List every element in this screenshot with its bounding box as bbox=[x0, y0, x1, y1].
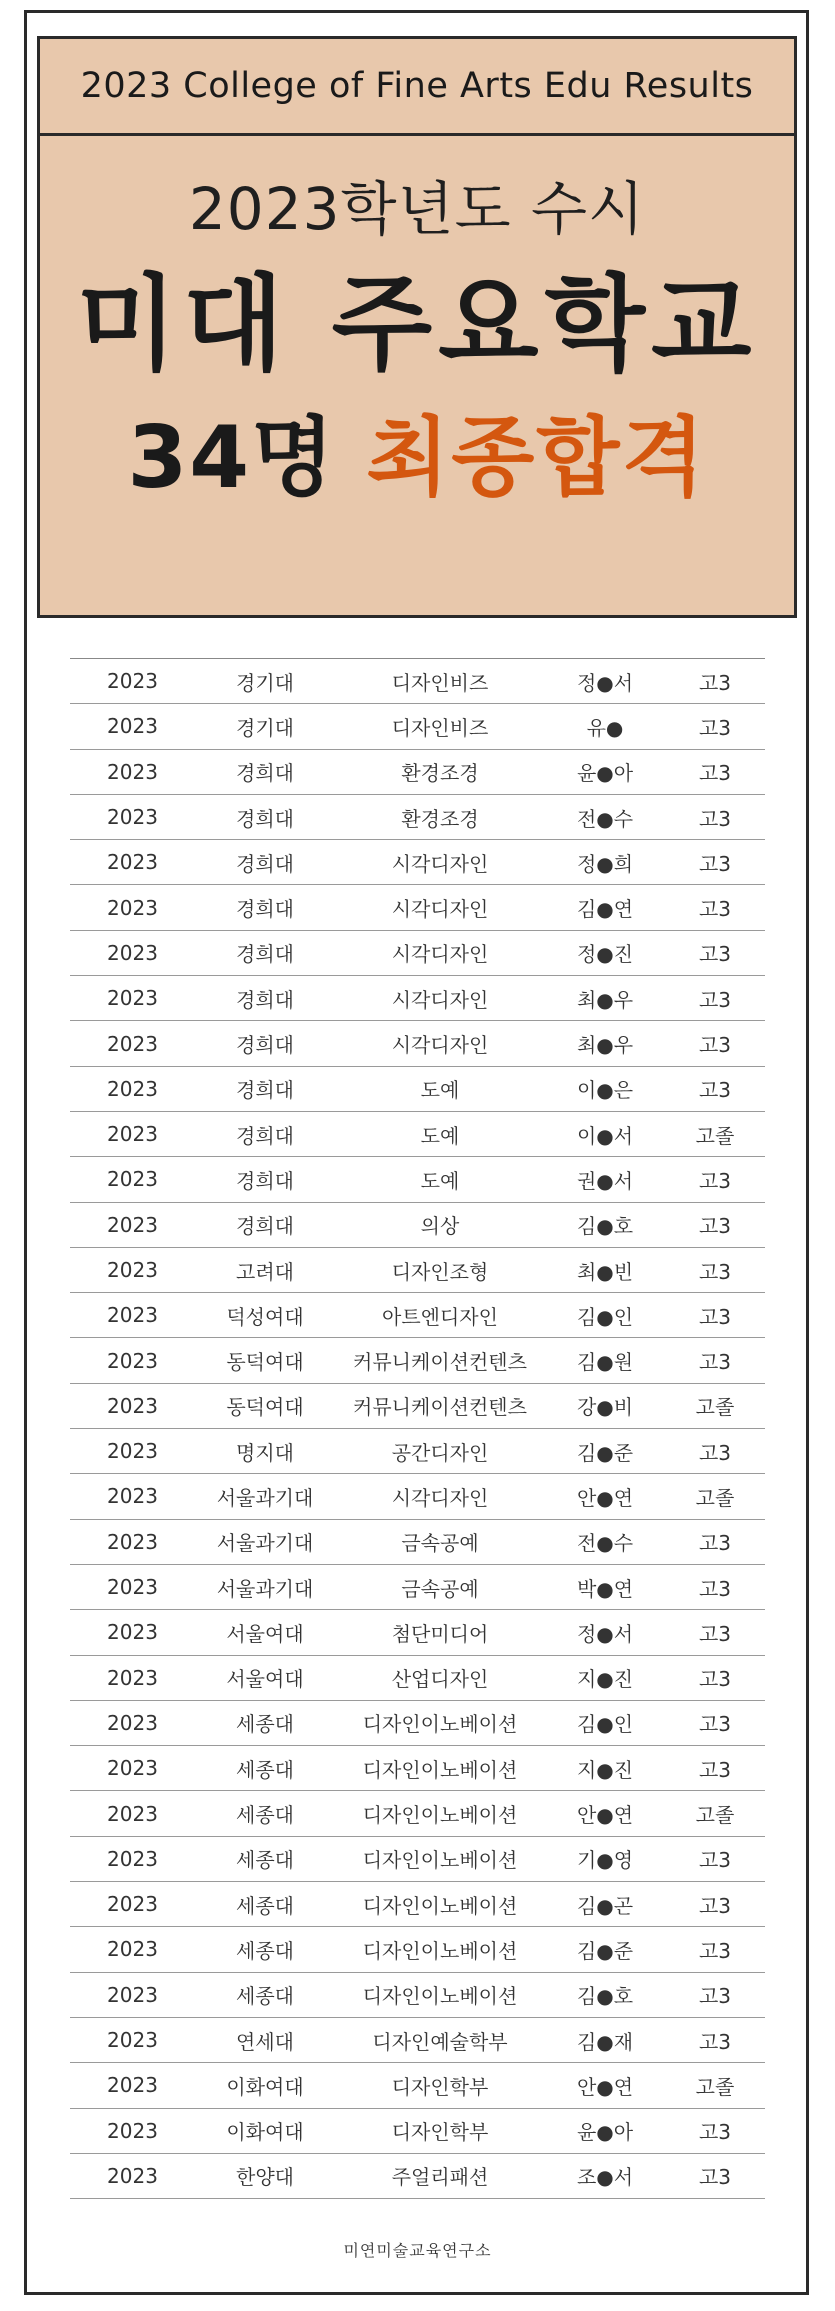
cell-major: 금속공예 bbox=[401, 1531, 479, 1556]
cell-major: 아트엔디자인 bbox=[382, 1304, 498, 1329]
cell-school: 세종대 bbox=[236, 1712, 294, 1737]
cell-name: 전●수 bbox=[576, 1531, 634, 1556]
cell-year: 2023 bbox=[107, 805, 158, 830]
table-row bbox=[70, 2109, 765, 2154]
cell-school: 동덕여대 bbox=[226, 1395, 304, 1420]
cell-school: 경희대 bbox=[236, 897, 294, 922]
cell-grade: 고졸 bbox=[695, 1485, 735, 1510]
cell-major: 디자인예술학부 bbox=[372, 2029, 508, 2054]
cell-school: 서울과기대 bbox=[216, 1576, 314, 1601]
cell-year: 2023 bbox=[107, 1710, 158, 1735]
cell-year: 2023 bbox=[107, 895, 158, 920]
cell-name: 박●연 bbox=[576, 1576, 634, 1601]
table-row bbox=[70, 1338, 765, 1383]
cell-grade: 고3 bbox=[698, 1168, 732, 1193]
cell-grade: 고3 bbox=[698, 1576, 732, 1601]
cell-year: 2023 bbox=[107, 1575, 158, 1600]
table-row bbox=[70, 2063, 765, 2108]
table-row bbox=[70, 1293, 765, 1338]
cell-grade: 고3 bbox=[698, 1621, 732, 1646]
cell-grade: 고3 bbox=[698, 1848, 732, 1873]
cell-grade: 고3 bbox=[698, 1350, 732, 1375]
table-row bbox=[70, 1927, 765, 1972]
cell-name: 권●서 bbox=[576, 1168, 634, 1193]
cell-name: 안●연 bbox=[576, 1485, 634, 1510]
cell-grade: 고3 bbox=[698, 1712, 732, 1737]
cell-name: 안●연 bbox=[576, 2074, 634, 2099]
table-row bbox=[70, 1112, 765, 1157]
cell-year: 2023 bbox=[107, 2118, 158, 2143]
cell-name: 윤●아 bbox=[576, 2120, 634, 2145]
table-row bbox=[70, 1973, 765, 2018]
table-row bbox=[70, 885, 765, 930]
table-row bbox=[70, 1746, 765, 1791]
cell-major: 디자인이노베이션 bbox=[362, 1893, 518, 1918]
cell-name: 지●진 bbox=[576, 1667, 634, 1692]
cell-year: 2023 bbox=[107, 1076, 158, 1101]
cell-year: 2023 bbox=[107, 1892, 158, 1917]
cell-year: 2023 bbox=[107, 2163, 158, 2188]
cell-year: 2023 bbox=[107, 1620, 158, 1645]
table-row bbox=[70, 795, 765, 840]
table-row bbox=[70, 1565, 765, 1610]
headline-block bbox=[40, 174, 794, 508]
cell-school: 경희대 bbox=[236, 1168, 294, 1193]
cell-grade: 고3 bbox=[698, 1893, 732, 1918]
table-row bbox=[70, 1610, 765, 1655]
cell-grade: 고3 bbox=[698, 806, 732, 831]
cell-major: 시각디자인 bbox=[391, 987, 489, 1012]
cell-name: 이●서 bbox=[576, 1123, 634, 1148]
headline-result bbox=[40, 408, 794, 508]
cell-name: 기●영 bbox=[576, 1848, 634, 1873]
cell-school: 경기대 bbox=[236, 715, 294, 740]
cell-name: 김●원 bbox=[576, 1350, 634, 1375]
table-row bbox=[70, 1429, 765, 1474]
cell-school: 세종대 bbox=[236, 1938, 294, 1963]
cell-school: 덕성여대 bbox=[226, 1304, 304, 1329]
cell-school: 경희대 bbox=[236, 1078, 294, 1103]
cell-school: 경희대 bbox=[236, 942, 294, 967]
table-row bbox=[70, 1021, 765, 1066]
table-row bbox=[70, 1067, 765, 1112]
cell-school: 세종대 bbox=[236, 1848, 294, 1873]
cell-name: 지●진 bbox=[576, 1757, 634, 1782]
cell-school: 세종대 bbox=[236, 1757, 294, 1782]
cell-school: 세종대 bbox=[236, 1984, 294, 2009]
cell-name: 정●진 bbox=[576, 942, 634, 967]
cell-major: 주얼리패션 bbox=[391, 2165, 489, 2190]
cell-major: 도예 bbox=[420, 1123, 460, 1148]
table-row bbox=[70, 976, 765, 1021]
cell-grade: 고3 bbox=[698, 942, 732, 967]
cell-name: 안●연 bbox=[576, 1803, 634, 1828]
cell-grade: 고3 bbox=[698, 851, 732, 876]
cell-grade: 고3 bbox=[698, 1984, 732, 2009]
cell-major: 공간디자인 bbox=[391, 1440, 489, 1465]
cell-year: 2023 bbox=[107, 1529, 158, 1554]
cell-school: 경희대 bbox=[236, 851, 294, 876]
cell-year: 2023 bbox=[107, 1258, 158, 1282]
cell-grade: 고3 bbox=[698, 761, 732, 786]
cell-major: 디자인이노베이션 bbox=[362, 1984, 518, 2009]
cell-name: 김●준 bbox=[576, 1938, 634, 1963]
cell-major: 디자인학부 bbox=[391, 2074, 489, 2099]
cell-name: 유● bbox=[586, 715, 624, 740]
table-row bbox=[70, 2154, 765, 2199]
cell-school: 경희대 bbox=[236, 761, 294, 786]
table-row bbox=[70, 1520, 765, 1565]
cell-year: 2023 bbox=[107, 850, 158, 875]
table-row bbox=[70, 659, 765, 704]
cell-grade: 고3 bbox=[698, 1667, 732, 1692]
cell-school: 경희대 bbox=[236, 806, 294, 831]
cell-year: 2023 bbox=[107, 2073, 158, 2098]
cell-major: 도예 bbox=[420, 1078, 460, 1103]
cell-major: 시각디자인 bbox=[391, 1485, 489, 1510]
headline-final-pass: 최종합격 bbox=[366, 408, 707, 508]
english-title: 2023 College of Fine Arts Edu Results bbox=[40, 39, 794, 136]
cell-major: 디자인이노베이션 bbox=[362, 1712, 518, 1737]
cell-year: 2023 bbox=[107, 1393, 158, 1418]
cell-year: 2023 bbox=[107, 1167, 158, 1192]
cell-major: 디자인비즈 bbox=[391, 715, 489, 740]
cell-major: 디자인이노베이션 bbox=[362, 1757, 518, 1782]
cell-major: 커뮤니케이션컨텐츠 bbox=[353, 1350, 527, 1375]
cell-grade: 고3 bbox=[698, 1440, 732, 1465]
cell-major: 금속공예 bbox=[401, 1576, 479, 1601]
cell-year: 2023 bbox=[107, 1756, 158, 1781]
cell-major: 의상 bbox=[420, 1214, 460, 1239]
cell-year: 2023 bbox=[107, 1982, 158, 2007]
cell-grade: 고3 bbox=[698, 1214, 732, 1239]
cell-grade: 고3 bbox=[698, 2029, 732, 2054]
cell-grade: 고3 bbox=[698, 1033, 732, 1058]
cell-year: 2023 bbox=[107, 1348, 158, 1373]
cell-major: 환경조경 bbox=[401, 761, 479, 786]
cell-year: 2023 bbox=[107, 1303, 158, 1328]
cell-major: 디자인이노베이션 bbox=[362, 1848, 518, 1873]
cell-year: 2023 bbox=[107, 1122, 158, 1147]
cell-major: 디자인이노베이션 bbox=[362, 1938, 518, 1963]
cell-school: 명지대 bbox=[236, 1440, 294, 1465]
cell-name: 최●빈 bbox=[576, 1259, 634, 1284]
cell-name: 정●희 bbox=[576, 851, 634, 876]
cell-year: 2023 bbox=[107, 1484, 158, 1509]
cell-major: 디자인비즈 bbox=[391, 670, 489, 695]
cell-year: 2023 bbox=[107, 1665, 158, 1690]
cell-major: 도예 bbox=[420, 1168, 460, 1193]
cell-name: 윤●아 bbox=[576, 761, 634, 786]
cell-name: 김●호 bbox=[576, 1214, 634, 1239]
table-row bbox=[70, 704, 765, 749]
cell-grade: 고졸 bbox=[695, 1123, 735, 1148]
cell-year: 2023 bbox=[107, 1846, 158, 1871]
cell-name: 강●비 bbox=[576, 1395, 634, 1420]
table-row bbox=[70, 1701, 765, 1746]
cell-year: 2023 bbox=[107, 1439, 158, 1464]
cell-name: 김●재 bbox=[576, 2029, 634, 2054]
cell-grade: 고졸 bbox=[695, 2074, 735, 2099]
cell-major: 산업디자인 bbox=[391, 1667, 489, 1692]
cell-year: 2023 bbox=[107, 2028, 158, 2053]
cell-name: 김●곤 bbox=[576, 1893, 634, 1918]
cell-major: 디자인조형 bbox=[391, 1259, 489, 1284]
cell-major: 환경조경 bbox=[401, 806, 479, 831]
cell-school: 이화여대 bbox=[226, 2074, 304, 2099]
cell-year: 2023 bbox=[107, 1212, 158, 1237]
cell-grade: 고3 bbox=[698, 1304, 732, 1329]
header-banner bbox=[37, 36, 797, 618]
table-row bbox=[70, 2018, 765, 2063]
table-row bbox=[70, 1882, 765, 1927]
cell-name: 정●서 bbox=[576, 670, 634, 695]
cell-name: 최●우 bbox=[576, 1033, 634, 1058]
table-row bbox=[70, 750, 765, 795]
table-row bbox=[70, 931, 765, 976]
cell-name: 김●인 bbox=[576, 1304, 634, 1329]
cell-grade: 고3 bbox=[698, 1078, 732, 1103]
cell-school: 서울과기대 bbox=[216, 1531, 314, 1556]
table-row bbox=[70, 1157, 765, 1202]
cell-school: 이화여대 bbox=[226, 2120, 304, 2145]
cell-name: 조●서 bbox=[576, 2165, 634, 2190]
cell-school: 서울여대 bbox=[226, 1621, 304, 1646]
cell-name: 김●준 bbox=[576, 1440, 634, 1465]
cell-year: 2023 bbox=[107, 986, 158, 1011]
cell-name: 전●수 bbox=[576, 806, 634, 831]
cell-name: 김●인 bbox=[576, 1712, 634, 1737]
headline-main: 미대 주요학교 bbox=[76, 263, 758, 385]
footer-logo: 미연미술교육연구소 bbox=[343, 2241, 492, 2260]
cell-school: 한양대 bbox=[236, 2165, 294, 2190]
table-row bbox=[70, 840, 765, 885]
cell-major: 디자인학부 bbox=[391, 2120, 489, 2145]
cell-grade: 고3 bbox=[698, 1531, 732, 1556]
cell-school: 세종대 bbox=[236, 1893, 294, 1918]
cell-grade: 고3 bbox=[698, 2120, 732, 2145]
cell-school: 고려대 bbox=[236, 1259, 294, 1284]
cell-grade: 고3 bbox=[698, 897, 732, 922]
cell-name: 이●은 bbox=[576, 1078, 634, 1103]
cell-grade: 고3 bbox=[698, 987, 732, 1012]
cell-major: 첨단미디어 bbox=[391, 1621, 489, 1646]
cell-school: 경희대 bbox=[236, 987, 294, 1012]
cell-school: 서울여대 bbox=[226, 1667, 304, 1692]
table-row bbox=[70, 1474, 765, 1519]
cell-grade: 고3 bbox=[698, 1757, 732, 1782]
cell-major: 시각디자인 bbox=[391, 897, 489, 922]
cell-grade: 고3 bbox=[698, 1259, 732, 1284]
cell-year: 2023 bbox=[107, 940, 158, 965]
cell-major: 커뮤니케이션컨텐츠 bbox=[353, 1395, 527, 1420]
cell-year: 2023 bbox=[107, 759, 158, 784]
cell-major: 디자인이노베이션 bbox=[362, 1803, 518, 1828]
cell-year: 2023 bbox=[107, 714, 158, 739]
cell-year: 2023 bbox=[107, 1031, 158, 1056]
table-row bbox=[70, 1248, 765, 1293]
cell-grade: 고졸 bbox=[695, 1395, 735, 1420]
cell-grade: 고3 bbox=[698, 2165, 732, 2190]
cell-school: 경희대 bbox=[236, 1123, 294, 1148]
cell-name: 김●호 bbox=[576, 1984, 634, 2009]
cell-school: 경희대 bbox=[236, 1214, 294, 1239]
cell-school: 서울과기대 bbox=[216, 1485, 314, 1510]
headline-count: 34명 bbox=[127, 408, 337, 508]
cell-grade: 고3 bbox=[698, 1938, 732, 1963]
table-row bbox=[70, 1384, 765, 1429]
cell-grade: 고3 bbox=[698, 715, 732, 740]
cell-school: 동덕여대 bbox=[226, 1350, 304, 1375]
cell-school: 경희대 bbox=[236, 1033, 294, 1058]
cell-name: 정●서 bbox=[576, 1621, 634, 1646]
cell-year: 2023 bbox=[107, 669, 158, 694]
cell-grade: 고3 bbox=[698, 670, 732, 695]
cell-major: 시각디자인 bbox=[391, 1033, 489, 1058]
table-row bbox=[70, 1791, 765, 1836]
cell-major: 시각디자인 bbox=[391, 942, 489, 967]
cell-year: 2023 bbox=[107, 1801, 158, 1826]
cell-year: 2023 bbox=[107, 1937, 158, 1962]
cell-school: 연세대 bbox=[236, 2029, 294, 2054]
cell-school: 세종대 bbox=[236, 1803, 294, 1828]
table-row bbox=[70, 1656, 765, 1701]
cell-name: 김●연 bbox=[576, 897, 634, 922]
cell-name: 최●우 bbox=[576, 987, 634, 1012]
results-table bbox=[70, 658, 765, 2199]
table-row bbox=[70, 1837, 765, 1882]
table-row bbox=[70, 1203, 765, 1248]
headline-year: 2023학년도 수시 bbox=[188, 175, 646, 243]
cell-school: 경기대 bbox=[236, 670, 294, 695]
cell-major: 시각디자인 bbox=[391, 851, 489, 876]
cell-grade: 고졸 bbox=[695, 1803, 735, 1828]
